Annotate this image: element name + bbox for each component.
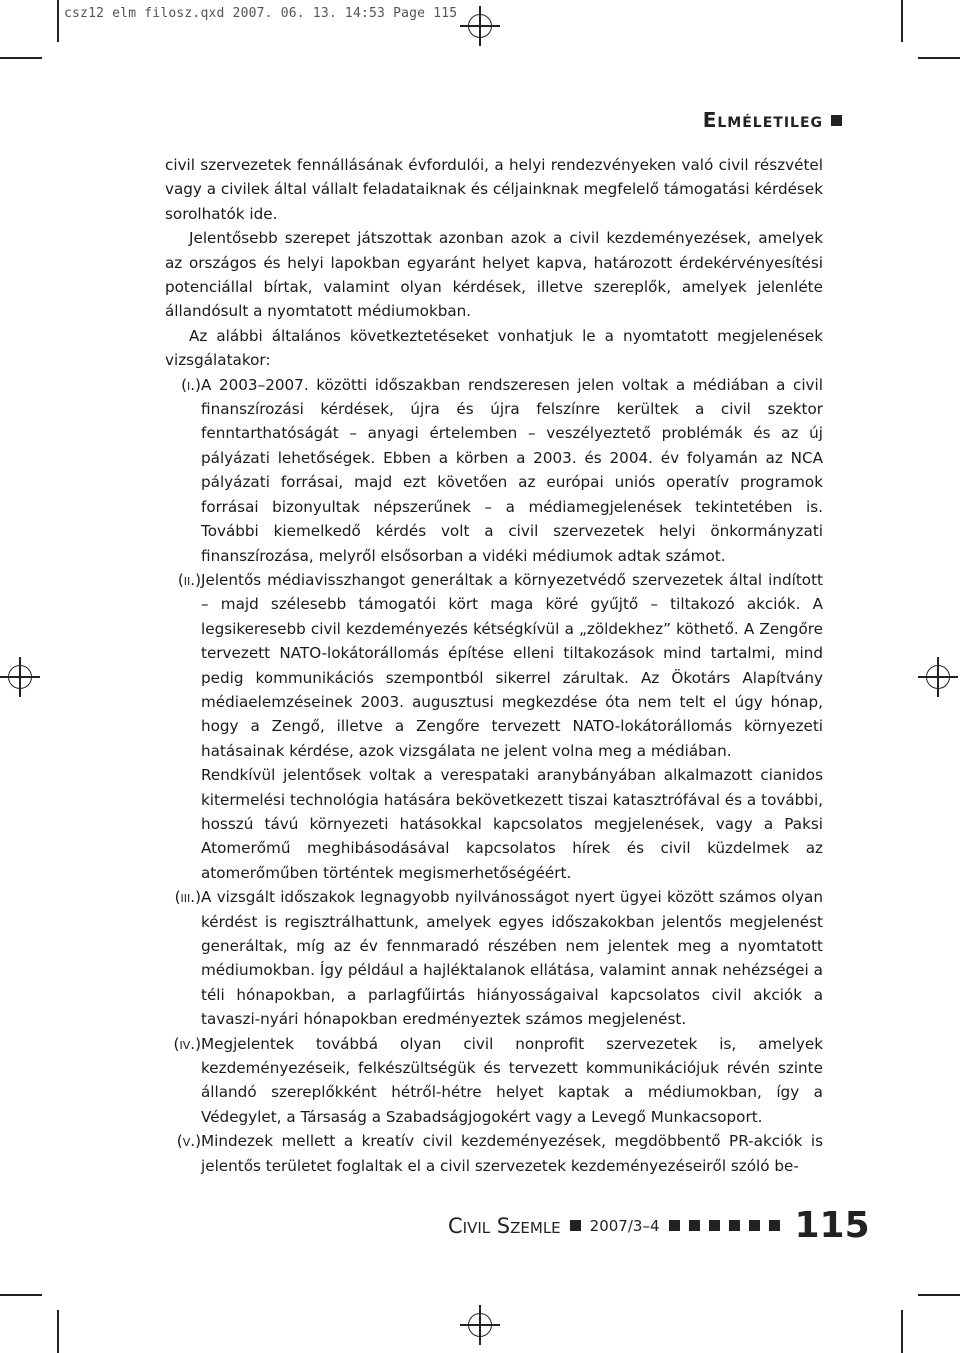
item-paragraph: Megjelentek továbbá olyan civil nonprofit szervezetek is, amelyek kezdeményezéseik, felkészültségük és tervezett kommunikációjuk révén szinte állandó szereplőkként hétről-hétre helyet kaptak a médiumokban, így a Védegylet, a Társaság a Szabadságjogokért vagy a Levegő Munkacsoport. (201, 1034, 823, 1126)
page-number: 115 (794, 1205, 870, 1246)
item-number: (iii.) (174, 888, 201, 907)
slug-line: csz12 elm filosz.qxd 2007. 06. 13. 14:53 Page 115 (64, 6, 458, 21)
crop-mark (57, 1310, 59, 1353)
crop-mark (57, 0, 59, 42)
conclusion-list (173, 373, 823, 1178)
list-item (181, 373, 823, 568)
item-number: (ii.) (177, 570, 201, 589)
square-bullet-icon (669, 1220, 680, 1231)
crop-mark (918, 1294, 960, 1296)
list-item (177, 568, 823, 885)
item-number: (iv.) (173, 1034, 201, 1053)
registration-mark-icon (460, 1305, 500, 1345)
list-item (176, 1129, 823, 1178)
list-item (174, 885, 823, 1031)
square-bullet-icon (570, 1220, 581, 1231)
square-bullet-icon (749, 1220, 760, 1231)
item-paragraph: Mindezek mellett a kreatív civil kezdeményezések, megdöbbentő PR-akciók is jelentős területet foglaltak el a civil szervezetek kezdeményezéseiről szóló be- (201, 1132, 823, 1175)
intro-paragraph: Jelentősebb szerepet játszottak azonban azok a civil kezdeményezések, amelyek az országos és helyi lapokban egyaránt helyet kapva, határozott érdekérvényesítési potenciállal bírtak, valamint olyan kérdések, illetve szereplők, amelyek jelenléte állandósult a nyomtatott médiumokban. (165, 229, 823, 321)
crop-mark (0, 1294, 42, 1296)
registration-mark-icon (918, 657, 958, 697)
square-bullet-icon (729, 1220, 740, 1231)
item-number: (v.) (176, 1132, 201, 1151)
square-bullet-icon (831, 115, 842, 126)
crop-mark (918, 57, 960, 59)
page-footer (448, 1205, 870, 1246)
journal-title: Civil Szemle (448, 1213, 561, 1238)
square-bullet-icon (689, 1220, 700, 1231)
item-paragraph: A vizsgált időszakok legnagyobb nyilvánosságot nyert ügyei között számos olyan kérdést is regisztrálhattunk, amelyek egyes időszakokban jelentős megjelenést generáltak, míg az év fennmaradó részében nem jelentek meg a nyomtatott médiumokban. Így például a hajléktalanok ellátása, valamint annak nehézségei a téli hónapokban, a parlagfűirtás hiányosságaival kapcsolatos civil akciók a tavaszi-nyári hónapokban eredményeztek számos megjelenést. (201, 888, 823, 1029)
crop-mark (901, 1310, 903, 1353)
square-bullet-icon (709, 1220, 720, 1231)
section-header (703, 108, 842, 132)
section-title: Elméletileg (702, 108, 823, 132)
item-paragraph: Rendkívül jelentősek voltak a verespataki aranybányában alkalmazott cianidos kitermelési technológia hatására bekövetkezett tiszai katasztrófával és a további, hosszú távú környezeti hatásokkal kapcsolatos megjelenések, vagy a Paksi Atomerőmű meghibásodásával kapcsolatos hírek és civil küzdelmek az atomerőműben történtek megismerhetőségéért. (201, 766, 823, 882)
list-item (173, 1032, 823, 1130)
crop-mark (901, 0, 903, 42)
item-paragraph: A 2003–2007. közötti időszakban rendszeresen jelen voltak a médiában a civil finanszírozási kérdések, újra és újra felszínre kerültek a civil szektor fenntarthatóságát – anyagi értelemben – veszélyeztető problémák és az új pályázati lehetőségek. Ebben a körben a 2003. és 2004. év folyamán az NCA pályázati forrásai, majd ezt követően az európai uniós operatív programok forrásai bizonyultak népszerűnek – a médiamegjelenések tekintetében is. További kiemelkedő kérdés volt a civil szervezetek helyi önkormányzati finanszírozása, melyről elsősorban a vidéki médiumok adtak számot. (201, 375, 823, 565)
issue-number: 2007/3–4 (589, 1216, 660, 1235)
registration-mark-icon (0, 657, 40, 697)
crop-mark (0, 57, 42, 59)
article-body (165, 153, 823, 1178)
item-number: (i.) (181, 375, 201, 394)
intro-paragraph: Az alábbi általános következtetéseket vonhatjuk le a nyomtatott megjelenések vizsgálatakor: (165, 326, 823, 370)
registration-mark-icon (460, 6, 500, 46)
intro-paragraph: civil szervezetek fennállásának évfordulói, a helyi rendezvényeken való civil részvétel vagy a civilek által vállalt feladataiknak és céljainknak megfelelő támogatási kérdések sorolhatók ide. (165, 156, 823, 223)
item-paragraph: Jelentős médiavisszhangot generáltak a környezetvédő szervezetek által indított – majd szélesebb támogatói kört maga köré gyűjtő – tiltakozó akciók. A legsikeresebb civil kezdeményezés kétségkívül a „zöldekhez” köthető. A Zengőre tervezett NATO-lokátorállomás építése elleni tiltakozások mind tartalmi, mind pedig kommunikációs szempontból sikerrel zárultak. Az Ökotárs Alapítvány médiaelemzéseinek 2003. augusztusi megkezdése óta nem telt el úgy hónap, hogy a Zengő, illetve a Zengőre tervezett NATO-lokátorállomás környezeti hatásainak kérdése, azok vizsgálata ne jelent volna meg a médiában. (201, 570, 823, 760)
square-bullet-icon (769, 1220, 780, 1231)
